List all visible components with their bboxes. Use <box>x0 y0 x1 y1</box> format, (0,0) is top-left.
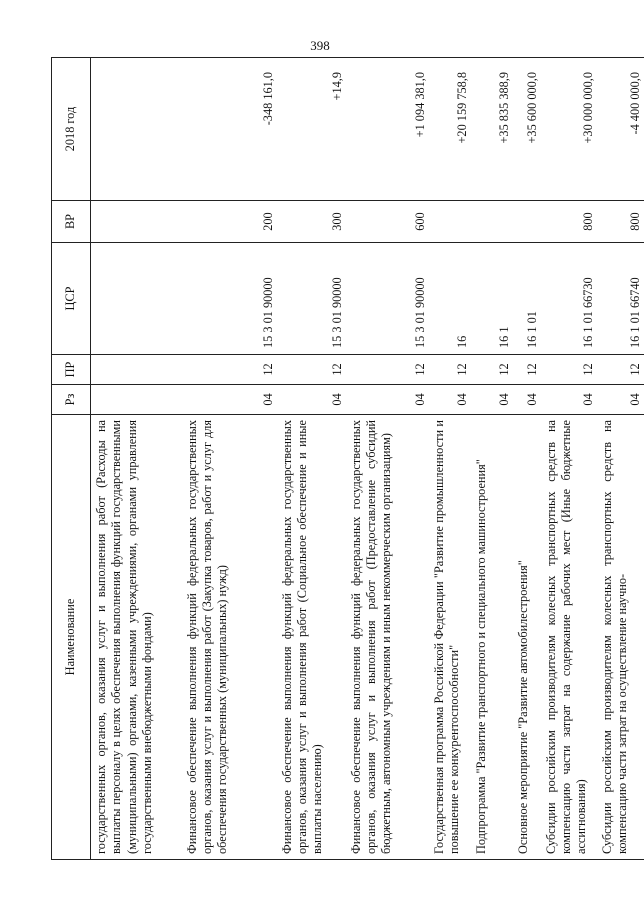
row-vr: 200 <box>182 201 277 243</box>
row-pr: 12 <box>429 355 471 385</box>
row-name: Субсидии российским производителям колесных транспортных средств на компенсацию части затрат на содержание рабочих мест (Иные бюджетные ассигнования) <box>541 415 597 860</box>
row-name: Основное мероприятие "Развитие автомобилестроения" <box>513 415 541 860</box>
row-name: Финансовое обеспечение выполнения функций федеральных государственных органов, оказания услуг и выполнения работ (Социальное обеспечение и иные выплаты населению) <box>277 415 346 860</box>
header-rz: Рз <box>52 385 91 415</box>
row-vr: 600 <box>346 201 429 243</box>
row-rz: 04 <box>346 385 429 415</box>
row-vr: 800 <box>597 201 644 243</box>
table-row <box>429 58 471 860</box>
row-name: Субсидии российским производителям колесных транспортных средств на компенсацию части затрат на осуществление научно- <box>597 415 644 860</box>
row-vr <box>429 201 471 243</box>
row-year-value: +30 000 000,0 <box>541 58 597 201</box>
row-pr: 12 <box>471 355 513 385</box>
header-vr: ВР <box>52 201 91 243</box>
row-pr: 12 <box>597 355 644 385</box>
row-csr: 16 <box>429 243 471 355</box>
row-name: Подпрограмма "Развитие транспортного и специального машиностроения" <box>471 415 513 860</box>
row-pr: 12 <box>277 355 346 385</box>
header-pr: ПР <box>52 355 91 385</box>
row-csr <box>91 243 182 355</box>
row-pr: 12 <box>541 355 597 385</box>
row-pr: 12 <box>182 355 277 385</box>
row-name: Финансовое обеспечение выполнения функций федеральных государственных органов, оказания услуг и выполнения работ (Закупка товаров, работ и услуг для обеспечения государственных (муниципальных) нужд) <box>182 415 277 860</box>
row-rz: 04 <box>182 385 277 415</box>
table-row <box>91 58 182 860</box>
row-csr: 16 1 01 66730 <box>541 243 597 355</box>
row-rz: 04 <box>429 385 471 415</box>
row-name: Финансовое обеспечение выполнения функций федеральных государственных органов, оказания услуг и выполнения работ (Предоставление субсидий бюджетным, автономным учреждениям и иным некоммерческим организациям) <box>346 415 429 860</box>
row-rz: 04 <box>541 385 597 415</box>
row-pr: 12 <box>513 355 541 385</box>
row-csr: 16 1 01 <box>513 243 541 355</box>
table-row <box>471 58 513 860</box>
row-rz <box>91 385 182 415</box>
row-vr <box>91 201 182 243</box>
table-row <box>182 58 277 860</box>
row-year-value: -348 161,0 <box>182 58 277 201</box>
row-year-value: +1 094 381,0 <box>346 58 429 201</box>
row-year-value: +20 159 758,8 <box>429 58 471 201</box>
row-vr: 300 <box>277 201 346 243</box>
row-csr: 15 3 01 90000 <box>182 243 277 355</box>
row-rz: 04 <box>513 385 541 415</box>
row-csr: 15 3 01 90000 <box>277 243 346 355</box>
row-name: Государственная программа Российской Федерации "Развитие промышленности и повышение ее конкурентоспособности" <box>429 415 471 860</box>
row-name: государственных органов, оказания услуг и выполнения работ (Расходы на выплаты персоналу в целях обеспечения выполнения функций государственными (муниципальными) органами, казенными учреждениями, органами управления государственными внебюджетными фондами) <box>91 415 182 860</box>
row-csr: 16 1 01 66740 <box>597 243 644 355</box>
row-rz: 04 <box>277 385 346 415</box>
header-csr: ЦСР <box>52 243 91 355</box>
table-header-row <box>52 58 91 860</box>
row-rz: 04 <box>597 385 644 415</box>
row-vr: 800 <box>541 201 597 243</box>
budget-table <box>51 57 644 860</box>
row-year-value: +35 835 388,9 <box>471 58 513 201</box>
header-name: Наименование <box>52 415 91 860</box>
header-year: 2018 год <box>52 58 91 201</box>
row-csr: 16 1 <box>471 243 513 355</box>
row-vr <box>471 201 513 243</box>
table-row <box>346 58 429 860</box>
row-year-value <box>91 58 182 201</box>
row-year-value: +14,9 <box>277 58 346 201</box>
table-row <box>277 58 346 860</box>
table-row <box>513 58 541 860</box>
table-row <box>541 58 597 860</box>
row-vr <box>513 201 541 243</box>
table-row <box>597 58 644 860</box>
row-pr: 12 <box>346 355 429 385</box>
row-pr <box>91 355 182 385</box>
row-rz: 04 <box>471 385 513 415</box>
rotated-table-container <box>51 58 643 860</box>
page-number: 398 <box>310 38 330 53</box>
row-year-value: +35 600 000,0 <box>513 58 541 201</box>
row-csr: 15 3 01 90000 <box>346 243 429 355</box>
row-year-value: -4 400 000,0 <box>597 58 644 201</box>
